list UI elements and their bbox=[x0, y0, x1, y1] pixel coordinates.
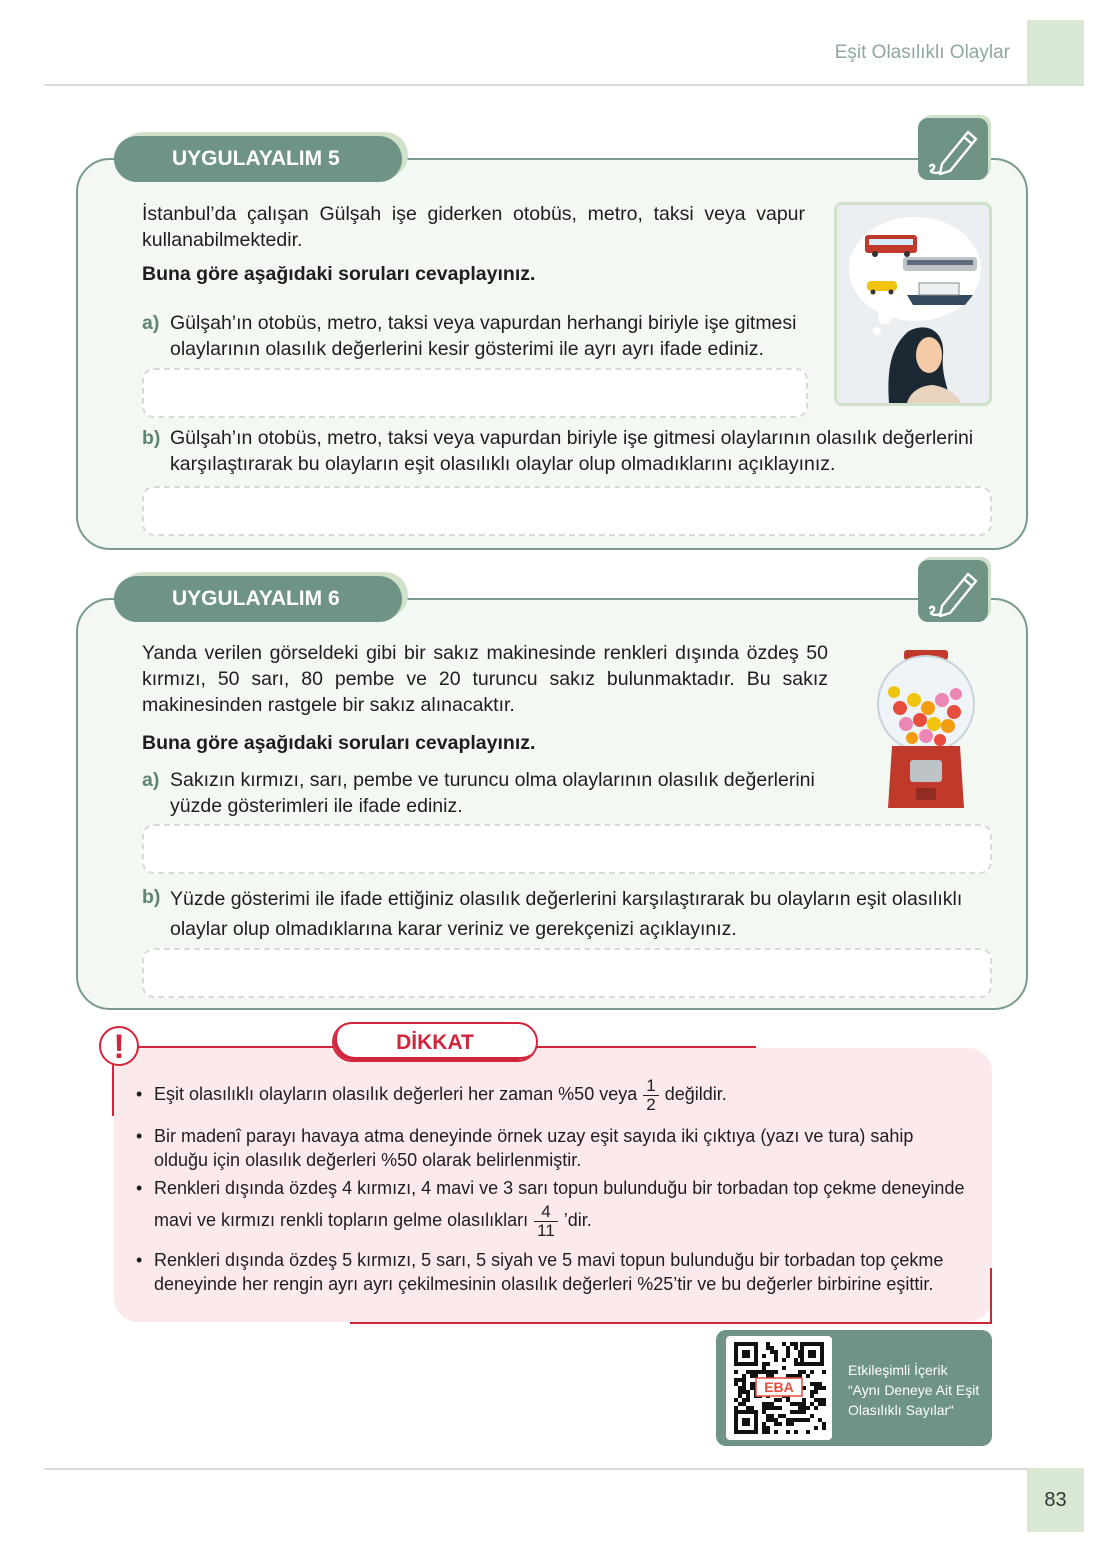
footer-divider bbox=[44, 1468, 1084, 1470]
section-6-question-b-label: b) bbox=[142, 886, 161, 908]
warning-icon: ! bbox=[99, 1026, 139, 1066]
gumball-machine-image bbox=[870, 648, 982, 816]
section-5-instruction: Buna göre aşağıdaki soruları cevaplayınız. bbox=[142, 263, 536, 285]
dikkat-bullet-4: Renkleri dışında özdeş 5 kırmızı, 5 sarı, 5 siyah ve 5 mavi topun bulunduğu bir torbadan top çekme deneyinde her rengin ayrı ayrı çekilmesinin olasılık değerleri %25’tir ve bu değerler birbirine eşittir. bbox=[154, 1250, 944, 1294]
fraction-one-half: $\frac{1}{2}$ bbox=[643, 1077, 658, 1114]
section-6-question-a: Sakızın kırmızı, sarı, pembe ve turuncu olma olaylarının olasılık değerlerini yüzde gösterimleri ile ifade ediniz. bbox=[170, 769, 815, 817]
bullet-dot: • bbox=[136, 1250, 143, 1270]
dikkat-left-line bbox=[112, 1064, 114, 1116]
section-5-answer-b[interactable] bbox=[142, 486, 992, 536]
page-number: 83 bbox=[1027, 1468, 1084, 1532]
dikkat-bullet-3-line-1: Renkleri dışında özdeş 4 kırmızı, 4 mavi ve 3 sarı topun bulunduğu bir torbadan top çekme deneyinde bbox=[154, 1178, 965, 1198]
dikkat-bullet-3-line-2: mavi ve kırmızı renkli topların gelme olasılıkları $\frac{4}{11}$ ’dir. bbox=[154, 1201, 592, 1240]
dikkat-title: DİKKAT bbox=[332, 1022, 538, 1062]
section-6-question-a-label: a) bbox=[142, 769, 160, 791]
section-5-question-a: Gülşah’ın otobüs, metro, taksi veya vapurdan herhangi biriyle işe gitmesi olaylarının olasılık değerlerini kesir gösterimi ile ayrı ayrı ifade ediniz. bbox=[170, 312, 797, 360]
section-6-question-b: Yüzde gösterimi ile ifade ettiğiniz olasılık değerlerini karşılaştırarak bu olayların eşit olasılıklı olaylar olup olmadıklarına karar veriniz ve gerekçenizi açıklayınız. bbox=[170, 888, 963, 940]
commute-illustration bbox=[834, 202, 992, 406]
section-5-intro: İstanbul’da çalışan Gülşah işe giderken otobüs, metro, taksi veya vapur kullanabilmektedir. bbox=[142, 203, 805, 251]
dikkat-bottom-line bbox=[350, 1322, 990, 1324]
bullet-1-text-end: değildir. bbox=[664, 1084, 727, 1104]
section-5-answer-a[interactable] bbox=[142, 368, 808, 418]
interactive-content-caption bbox=[848, 1360, 979, 1420]
section-6-tab: UYGULAYALIM 6 bbox=[114, 576, 402, 622]
bullet-dot: • bbox=[136, 1126, 143, 1146]
section-5-question-b-label: b) bbox=[142, 427, 161, 449]
header-divider bbox=[44, 84, 1084, 86]
section-6-answer-a[interactable] bbox=[142, 824, 992, 874]
header-accent bbox=[1027, 20, 1084, 84]
qr-caption-line-2: “Aynı Deneye Ait Eşit bbox=[848, 1382, 980, 1398]
eba-logo: EBA bbox=[764, 1379, 794, 1395]
section-5-tab: UYGULAYALIM 5 bbox=[114, 136, 402, 182]
pencil-icon bbox=[918, 560, 988, 622]
dikkat-bullet-2: Bir madenî parayı havaya atma deneyinde örnek uzay eşit sayıda iki çıktıya (yazı ve tura) sahip olduğu için olasılık değerleri %50 olarak belirlenmiştir. bbox=[154, 1126, 914, 1170]
qr-caption-line-1: Etkileşimli İçerik bbox=[848, 1362, 948, 1378]
dikkat-bullet-1 bbox=[154, 1076, 727, 1114]
running-header: Eşit Olasılıklı Olaylar bbox=[834, 42, 1010, 63]
dikkat-right-line bbox=[990, 1268, 992, 1324]
qr-code[interactable] bbox=[726, 1336, 832, 1440]
section-5-question-b: Gülşah’ın otobüs, metro, taksi veya vapurdan biriyle işe gitmesi olaylarının olasılık değerlerini karşılaştırarak bu olayların eşit olasılıklı olaylar olup olmadıklarını açıklayınız. bbox=[170, 427, 974, 475]
bullet-dot: • bbox=[136, 1178, 143, 1198]
section-5-question-a-label: a) bbox=[142, 312, 160, 334]
bullet-dot: • bbox=[136, 1084, 143, 1104]
section-6-intro: Yanda verilen görseldeki gibi bir sakız makinesinde renkleri dışında özdeş 50 kırmızı, 50 sarı, 80 pembe ve 20 turuncu sakız bulunmaktadır. Bu sakız makinesinden rastgele bir sakız alınacaktır. bbox=[142, 642, 828, 716]
bullet-1-text: Eşit olasılıklı olayların olasılık değerleri her zaman %50 veya bbox=[154, 1084, 638, 1104]
fraction-four-elevenths: $\frac{4}{11}$ bbox=[534, 1203, 558, 1240]
section-6-instruction: Buna göre aşağıdaki soruları cevaplayınız. bbox=[142, 732, 536, 754]
pencil-icon bbox=[918, 118, 988, 180]
qr-caption-line-3: Olasılıklı Sayılar“ bbox=[848, 1402, 954, 1418]
section-6-answer-b[interactable] bbox=[142, 948, 992, 998]
